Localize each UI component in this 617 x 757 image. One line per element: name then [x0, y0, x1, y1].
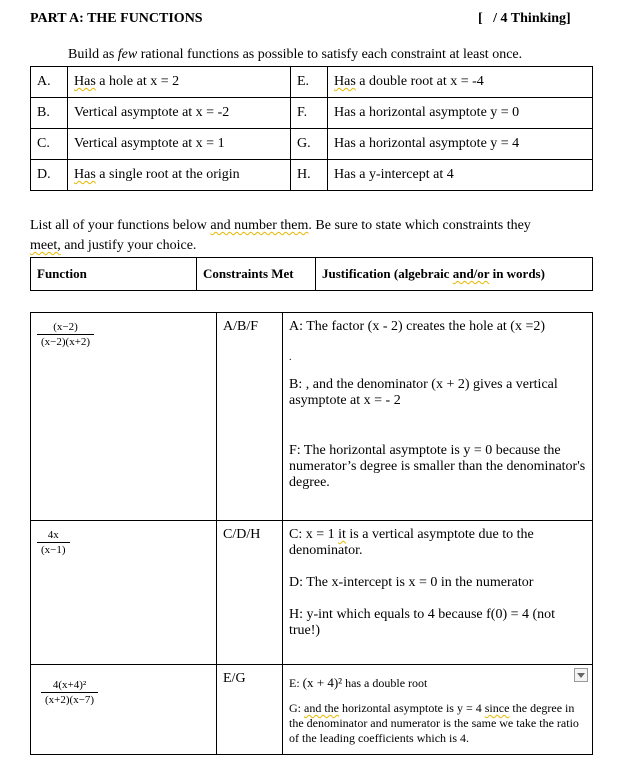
build-instructions: Build as few rational functions as possible to satisfy each constraint at least once.	[68, 47, 523, 62]
function-cell[interactable]	[31, 521, 217, 665]
constraint-text: Has a y-intercept at 4	[328, 160, 593, 191]
constraint-text: Vertical asymptote at x = 1	[68, 129, 291, 160]
constraints-cell[interactable]: A/B/F	[217, 313, 283, 521]
justification-cell[interactable]: E: (x + 4)² has a double root G: and the horizontal asymptote is y = 4 since the degree in the denominator and numerator is the same we take the ratio of the leading coefficients which is 4.	[283, 665, 593, 755]
constraint-text: Has a single root at the origin	[68, 160, 291, 191]
part-title: PART A: THE FUNCTIONS	[30, 11, 203, 26]
constraint-text: Has a horizontal asymptote y = 0	[328, 98, 593, 129]
constraint-letter: H.	[291, 160, 328, 191]
constraint-text: Has a double root at x = -4	[328, 67, 593, 98]
constraints-cell[interactable]: C/D/H	[217, 521, 283, 665]
functions-header-table	[30, 257, 593, 291]
constraint-text: Vertical asymptote at x = -2	[68, 98, 291, 129]
justification-cell[interactable]: C: x = 1 it is a vertical asymptote due to the denominator. D: The x-intercept is x = 0 in the numerator H: y-int which equals to 4 because f(0) = 4 (not true!)	[283, 521, 593, 665]
marks-label: [ / 4 Thinking]	[478, 11, 571, 26]
constraint-text: Has a horizontal asymptote y = 4	[328, 129, 593, 160]
justification-cell[interactable]: A: The factor (x - 2) creates the hole at (x =2) . B: , and the denominator (x + 2) gives a vertical asymptote at x = - 2 F: The horizontal asymptote is y = 0 because the numerator’s degree is smaller than the denominator's degree.	[283, 313, 593, 521]
table-row	[31, 313, 593, 521]
function-header: Function	[31, 258, 197, 291]
table-row	[31, 521, 593, 665]
constraint-letter: B.	[31, 98, 68, 129]
constraint-letter: G.	[291, 129, 328, 160]
functions-table	[30, 312, 593, 755]
constraints-met-header: Constraints Met	[197, 258, 316, 291]
constraint-letter: A.	[31, 67, 68, 98]
constraint-letter: C.	[31, 129, 68, 160]
fraction: $\frac{\text{4(x+4)²}}{(x+2)(x-7)}$	[41, 679, 98, 706]
function-cell[interactable]	[31, 313, 217, 521]
constraint-letter: E.	[291, 67, 328, 98]
dropdown-arrow-icon[interactable]	[574, 668, 588, 682]
constraints-cell[interactable]: E/G	[217, 665, 283, 755]
function-cell[interactable]	[31, 665, 217, 755]
table-row	[31, 665, 593, 755]
fraction: $\frac{(x-2)}{(x-2)(x+2)}$	[37, 321, 94, 348]
constraint-letter: D.	[31, 160, 68, 191]
constraint-row	[31, 160, 593, 191]
constraint-letter: F.	[291, 98, 328, 129]
list-instructions: List all of your functions below and number them. Be sure to state which constraints they meet, and justify your choice.	[30, 218, 531, 253]
justification-header: Justification (algebraic and/or in words)	[316, 258, 593, 291]
constraint-row	[31, 98, 593, 129]
constraint-text: Has a hole at x = 2	[68, 67, 291, 98]
constraint-row	[31, 67, 593, 98]
constraint-row	[31, 129, 593, 160]
fraction: $\frac{4x}{(x-1)}$	[37, 529, 70, 556]
constraints-table	[30, 66, 593, 191]
